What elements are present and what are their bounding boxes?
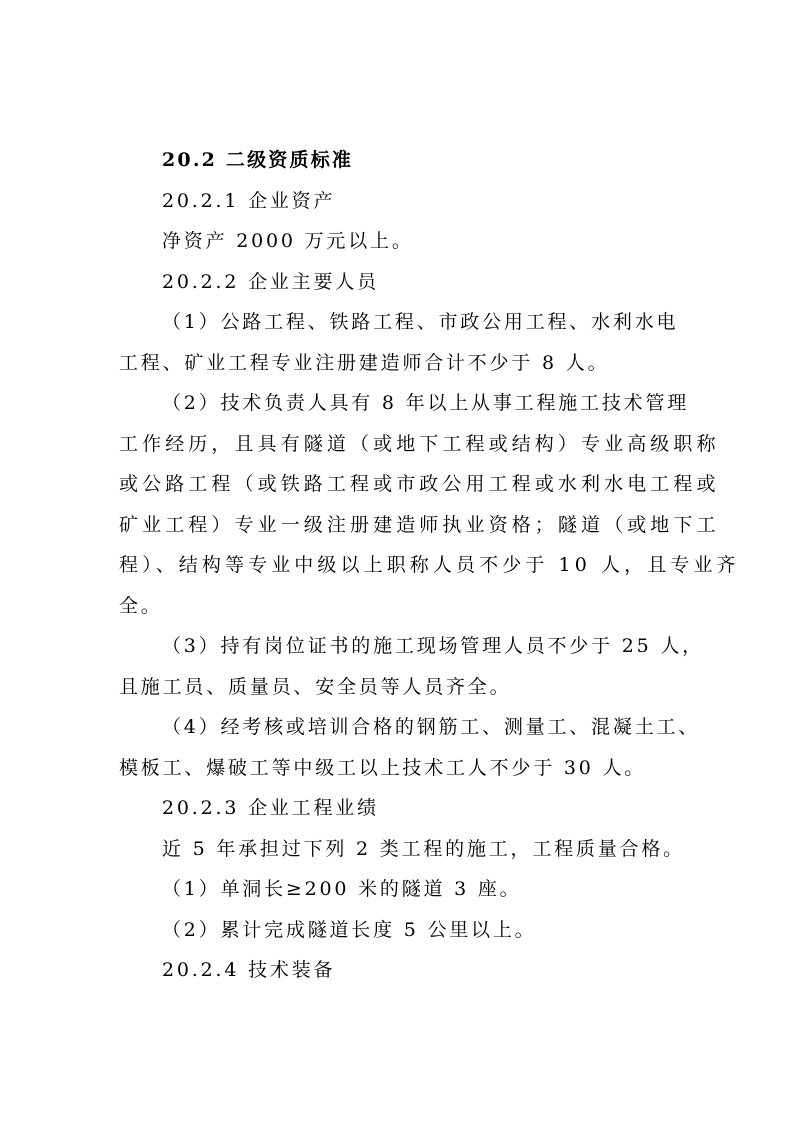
list-item-line: （2）累计完成隧道长度 5 公里以上。: [162, 918, 537, 941]
list-item-line: （1）公路工程、铁路工程、市政公用工程、水利水电: [162, 311, 679, 333]
list-item-line: 程）、结构等专业中级以上职称人员不少于 10 人，且专业齐: [119, 554, 740, 576]
list-item-line: （2）技术负责人具有 8 年以上从事工程施工技术管理: [162, 392, 690, 414]
list-item-line: 全。: [119, 594, 163, 617]
subsection-heading: 20.2.2 企业主要人员: [162, 270, 379, 293]
list-item-line: 且施工员、质量员、安全员等人员齐全。: [119, 675, 512, 698]
section-heading: 20.2 二级资质标准: [162, 149, 354, 171]
subsection-heading: 20.2.4 技术装备: [162, 959, 336, 981]
list-item-line: 或公路工程（或铁路工程或市政公用工程或水利水电工程或: [119, 473, 720, 495]
list-item-line: （4）经考核或培训合格的钢筋工、测量工、混凝土工、: [162, 716, 701, 738]
list-item-line: 矿业工程）专业一级注册建造师执业资格；隧道（或地下工: [119, 513, 720, 536]
list-item-line: （3）持有岗位证书的施工现场管理人员不少于 25 人，: [162, 635, 704, 657]
paragraph-line: 近 5 年承担过下列 2 类工程的施工，工程质量合格。: [162, 837, 685, 860]
list-item-line: 工程、矿业工程专业注册建造师合计不少于 8 人。: [119, 351, 610, 374]
list-item-line: （1）单洞长≥200 米的隧道 3 座。: [162, 878, 522, 900]
list-item-line: 模板工、爆破工等中级工以上技术工人不少于 30 人。: [119, 756, 647, 779]
list-item-line: 工作经历，且具有隧道（或地下工程或结构）专业高级职称: [119, 432, 720, 455]
paragraph-line: 净资产 2000 万元以上。: [162, 230, 414, 252]
subsection-heading: 20.2.1 企业资产: [162, 189, 336, 212]
subsection-heading: 20.2.3 企业工程业绩: [162, 797, 379, 819]
document-body: [119, 140, 740, 991]
